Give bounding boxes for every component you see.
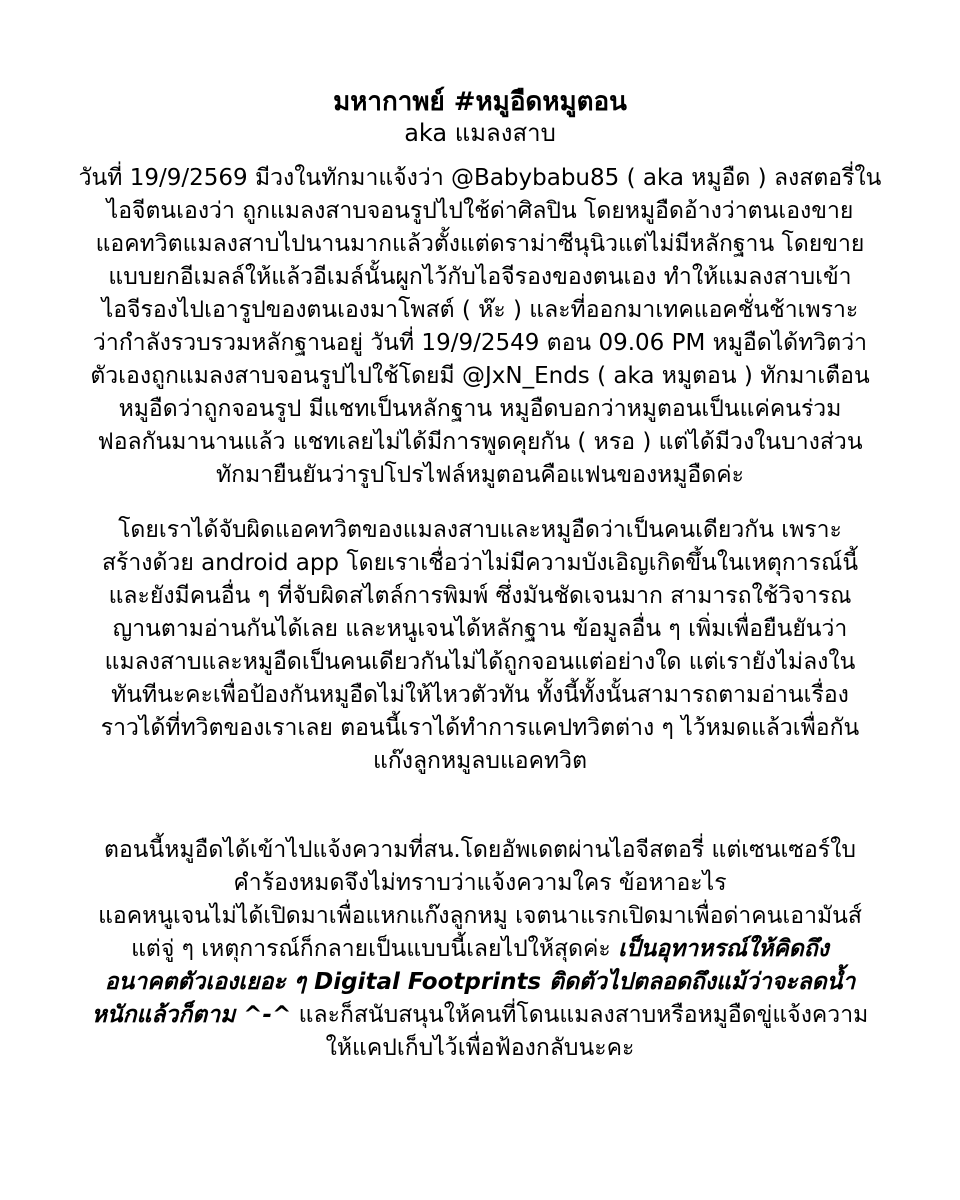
text-line: ทันทีนะคะเพื่อป้องกันหมูอืดไม่ให้ไหวตัวทัน ทั้งนี้ทั้งนั้นสามารถตามอ่านเรื่อง xyxy=(111,682,849,708)
text-line: ตอนนี้หมูอืดได้เข้าไปแจ้งความที่สน.โดยอัพเดตผ่านไอจีสตอรี่ แต่เซนเซอร์ใบ xyxy=(104,837,856,863)
emphasis-text: หนักแล้วก็ตาม ^-^ xyxy=(91,1002,292,1028)
text-line: แบบยกอีเมลล์ให้แล้วอีเมล์นั้นผูกไว้กับไอจีรองของตนเอง ทำให้แมลงสาบเข้า xyxy=(108,264,852,290)
text-line: แอคทวิตแมลงสาบไปนานมากแล้วตั้งแต่ดราม่าซีนุนิวแต่ไม่มีหลักฐาน โดยขาย xyxy=(95,231,865,257)
text-segment: แต่จู่ ๆ เหตุการณ์ก็กลายเป็นแบบนี้เลยไปให้สุดค่ะ xyxy=(131,936,619,962)
text-line: แอคหนูเจนไม่ได้เปิดมาเพื่อแหกแก๊งลูกหมู เจตนาแรกเปิดมาเพื่อด่าคนเอามันส์ xyxy=(98,903,862,929)
text-line xyxy=(0,933,960,966)
page-subtitle: aka แมลงสาบ xyxy=(404,119,556,147)
page-title: มหากาพย์ #หมูอืดหมูตอน xyxy=(333,87,627,117)
text-line: ญานตามอ่านกันได้เลย และหนูเจนได้หลักฐาน ข้อมูลอื่น ๆ เพิ่มเพื่อยืนยันว่า xyxy=(112,616,848,642)
emphasis-line: อนาคตตัวเองเยอะ ๆ Digital Footprints ติดตัวไปตลอดถึงแม้ว่าจะลดน้ำ xyxy=(104,969,856,995)
text-line: คำร้องหมดจึงไม่ทราบว่าแจ้งความใคร ข้อหาอะไร xyxy=(233,870,727,896)
text-line: ทักมายืนยันว่ารูปโปรไฟล์หมูตอนคือแฟนของหมูอืดค่ะ xyxy=(215,462,744,488)
text-line: ไอจีรองไปเอารูปของตนเองมาโพสต์ ( ห๊ะ ) และที่ออกมาเทคแอคชั่นช้าเพราะ xyxy=(101,297,859,323)
text-line: และยังมีคนอื่น ๆ ที่จับผิดสไตล์การพิมพ์ ซึ่งมันชัดเจนมาก สามารถใช้วิจารณ xyxy=(108,583,852,609)
text-line xyxy=(0,999,960,1032)
text-line: ไอจีตนเองว่า ถูกแมลงสาบจอนรูปไปใช้ด่าศิลปิน โดยหมูอืดอ้างว่าตนเองขาย xyxy=(106,198,854,224)
text-line: หมูอืดว่าถูกจอนรูป มีแชทเป็นหลักฐาน หมูอืดบอกว่าหมูตอนเป็นแค่คนร่วม xyxy=(118,396,842,422)
paragraph-2 xyxy=(0,514,960,778)
text-line: วันที่ 19/9/2569 มีวงในทักมาแจ้งว่า @Babybabu85 ( aka หมูอืด ) ลงสตอรี่ใน xyxy=(78,165,882,191)
text-line: แก๊งลูกหมูลบแอคทวิต xyxy=(372,748,588,774)
text-line: ให้แคปเก็บไว้เพื่อฟ้องกลับนะคะ xyxy=(325,1035,635,1061)
text-segment: และก็สนับสนุนให้คนที่โดนแมลงสาบหรือหมูอืดขู่แจ้งความ xyxy=(291,1002,869,1028)
text-line: ตัวเองถูกแมลงสาบจอนรูปไปใช้โดยมี @JxN_Ends ( aka หมูตอน ) ทักมาเตือน xyxy=(90,363,870,389)
text-line: ราวได้ที่ทวิตของเราเลย ตอนนี้เราได้ทำการแคปทวิตต่าง ๆ ไว้หมดแล้วเพื่อกัน xyxy=(100,715,860,741)
text-line: ฟอลกันมานานแล้ว แชทเลยไม่ได้มีการพูดคุยกัน ( หรอ ) แต่ได้มีวงในบางส่วน xyxy=(97,429,863,455)
paragraph-1 xyxy=(0,162,960,492)
paragraph-3 xyxy=(0,834,960,1065)
text-line: โดยเราได้จับผิดแอคทวิตของแมลงสาบและหมูอืดว่าเป็นคนเดียวกัน เพราะ xyxy=(118,517,842,543)
text-line: แมลงสาบและหมูอืดเป็นคนเดียวกันไม่ได้ถูกจอนแต่อย่างใด แต่เรายังไม่ลงใน xyxy=(104,649,856,675)
text-line: ว่ากำลังรวบรวมหลักฐานอยู่ วันที่ 19/9/2549 ตอน 09.06 PM หมูอืดได้ทวิตว่า xyxy=(92,330,868,356)
text-line: สร้างด้วย android app โดยเราเชื่อว่าไม่มีความบังเอิญเกิดขึ้นในเหตุการณ์นี้ xyxy=(101,550,859,576)
emphasis-text: เป็นอุทาหรณ์ให้คิดถึง xyxy=(618,936,829,962)
